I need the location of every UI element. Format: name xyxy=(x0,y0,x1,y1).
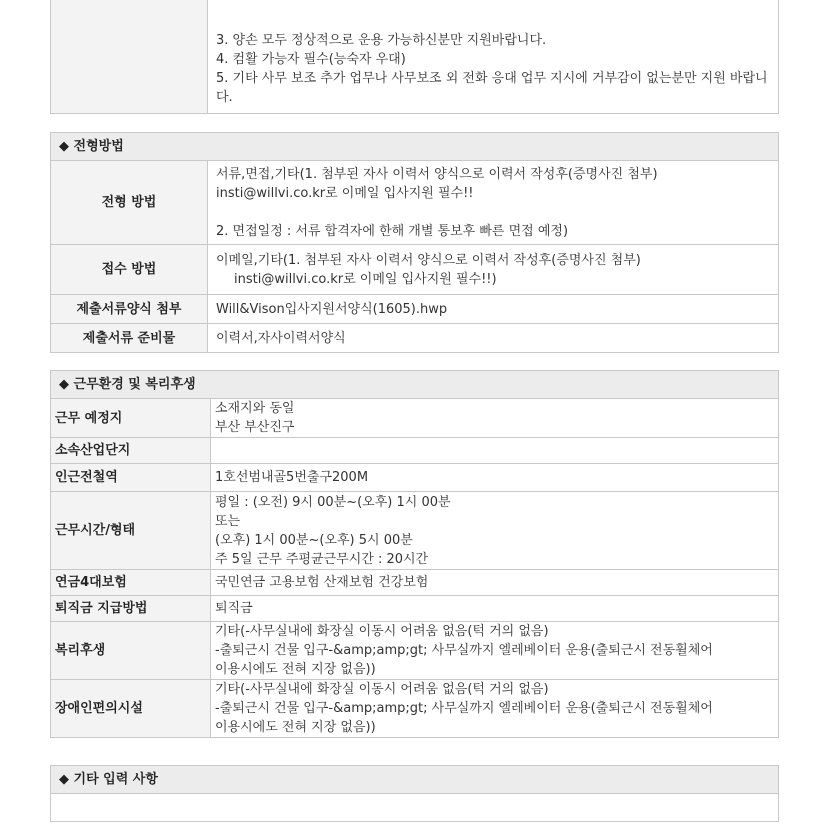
section-header-row xyxy=(51,766,779,794)
table-row xyxy=(51,622,779,680)
other-info-table xyxy=(50,765,779,822)
value-line: 기타(-사무실내에 화장실 이동시 어려움 없음(턱 거의 없음) xyxy=(215,682,549,697)
row-label: 전형 방법 xyxy=(51,161,208,245)
value-line: 부산 부산진구 xyxy=(215,420,295,435)
row-label: 복리후생 xyxy=(51,622,211,680)
section-header-row xyxy=(51,371,779,399)
value-line: 소재지와 동일 xyxy=(215,401,295,416)
table-row xyxy=(51,492,779,570)
row-label: 연금4대보험 xyxy=(51,570,211,596)
value-line: 주 5일 근무 주평균근무시간 : 20시간 xyxy=(215,551,429,567)
table-row xyxy=(51,399,779,438)
value-line: (오후) 1시 00분~(오후) 5시 00분 xyxy=(215,532,413,548)
qualification-line: 5. 기타 사무 보조 추가 업무나 사무보조 외 전화 응대 업무 지시에 거부감이 없는분만 지원 바랍니다. xyxy=(216,71,768,105)
table-row xyxy=(51,596,779,622)
value-line: 서류,면접,기타(1. 첨부된 자사 이력서 양식으로 이력서 작성후(증명사진 첨부) xyxy=(216,166,658,182)
row-label: 장애인편의시설 xyxy=(51,680,211,738)
qualification-label-cell xyxy=(51,0,208,113)
row-value: 1호선범내골5번출구200M xyxy=(211,464,779,492)
table-row xyxy=(51,324,779,353)
table-row xyxy=(51,245,779,295)
value-line: -출퇴근시 건물 입구-&amp;amp;gt; 사무실까지 엘레베이터 운용(출퇴근시 전동휠체어 xyxy=(215,701,713,716)
value-line: 이용시에도 전혀 지장 없음)) xyxy=(215,662,376,677)
row-value xyxy=(211,492,779,570)
table-row xyxy=(51,794,779,822)
row-label: 제출서류 준비물 xyxy=(51,324,208,353)
row-value xyxy=(208,245,779,295)
value-line: 이용시에도 전혀 지장 없음)) xyxy=(215,720,376,735)
blank-line xyxy=(216,203,770,222)
row-label: 제출서류양식 첨부 xyxy=(51,295,208,324)
value-line: insti@willvi.co.kr로 이메일 입사지원 필수!! xyxy=(216,185,474,201)
value-line: 평일 : (오전) 9시 00분~(오후) 1시 00분 xyxy=(215,494,451,510)
qualification-table xyxy=(50,0,779,114)
welfare-table xyxy=(50,370,779,738)
table-row xyxy=(51,295,779,324)
value-line: 또는 xyxy=(215,513,241,529)
row-value xyxy=(211,622,779,680)
row-label: 근무 예정지 xyxy=(51,399,211,438)
section-title: ◆ 전형방법 xyxy=(51,133,779,161)
table-row xyxy=(51,680,779,738)
table-row xyxy=(51,570,779,596)
row-value: 이력서,자사이력서양식 xyxy=(208,324,779,353)
attachment-link[interactable]: Will&Vison입사지원서양식(1605).hwp xyxy=(208,295,779,324)
value-line: 기타(-사무실내에 화장실 이동시 어려움 없음(턱 거의 없음) xyxy=(215,624,549,639)
table-row xyxy=(51,438,779,464)
selection-method-table xyxy=(50,132,779,353)
section-header-row xyxy=(51,133,779,161)
value-line: insti@willvi.co.kr로 이메일 입사지원 필수!!) xyxy=(234,271,497,287)
table-row xyxy=(51,161,779,245)
qualification-line: 4. 컴활 가능자 필수(능숙자 우대) xyxy=(216,52,406,67)
qualification-value-cell xyxy=(208,0,779,113)
row-label: 근무시간/형태 xyxy=(51,492,211,570)
row-value: 퇴직금 xyxy=(211,596,779,622)
row-label: 소속산업단지 xyxy=(51,438,211,464)
section-title: ◆ 근무환경 및 복리후생 xyxy=(51,371,779,399)
qualification-line: 3. 양손 모두 정상적으로 운용 가능하신분만 지원바랍니다. xyxy=(216,33,547,48)
table-row xyxy=(51,464,779,492)
value-line: -출퇴근시 건물 입구-&amp;amp;gt; 사무실까지 엘레베이터 운용(출퇴근시 전동휠체어 xyxy=(215,643,713,658)
row-value xyxy=(211,438,779,464)
row-value xyxy=(208,161,779,245)
row-value xyxy=(211,399,779,438)
row-label: 접수 방법 xyxy=(51,245,208,295)
row-label: 인근전철역 xyxy=(51,464,211,492)
value-line: 2. 면접일정 : 서류 합격자에 한해 개별 통보후 빠른 면접 예정) xyxy=(216,223,569,239)
section-title: ◆ 기타 입력 사항 xyxy=(51,766,779,794)
value-line: 이메일,기타(1. 첨부된 자사 이력서 양식으로 이력서 작성후(증명사진 첨부) xyxy=(216,252,641,268)
row-value xyxy=(51,794,779,822)
row-label: 퇴직금 지급방법 xyxy=(51,596,211,622)
row-value xyxy=(211,680,779,738)
row-value: 국민연금 고용보험 산재보험 건강보험 xyxy=(211,570,779,596)
